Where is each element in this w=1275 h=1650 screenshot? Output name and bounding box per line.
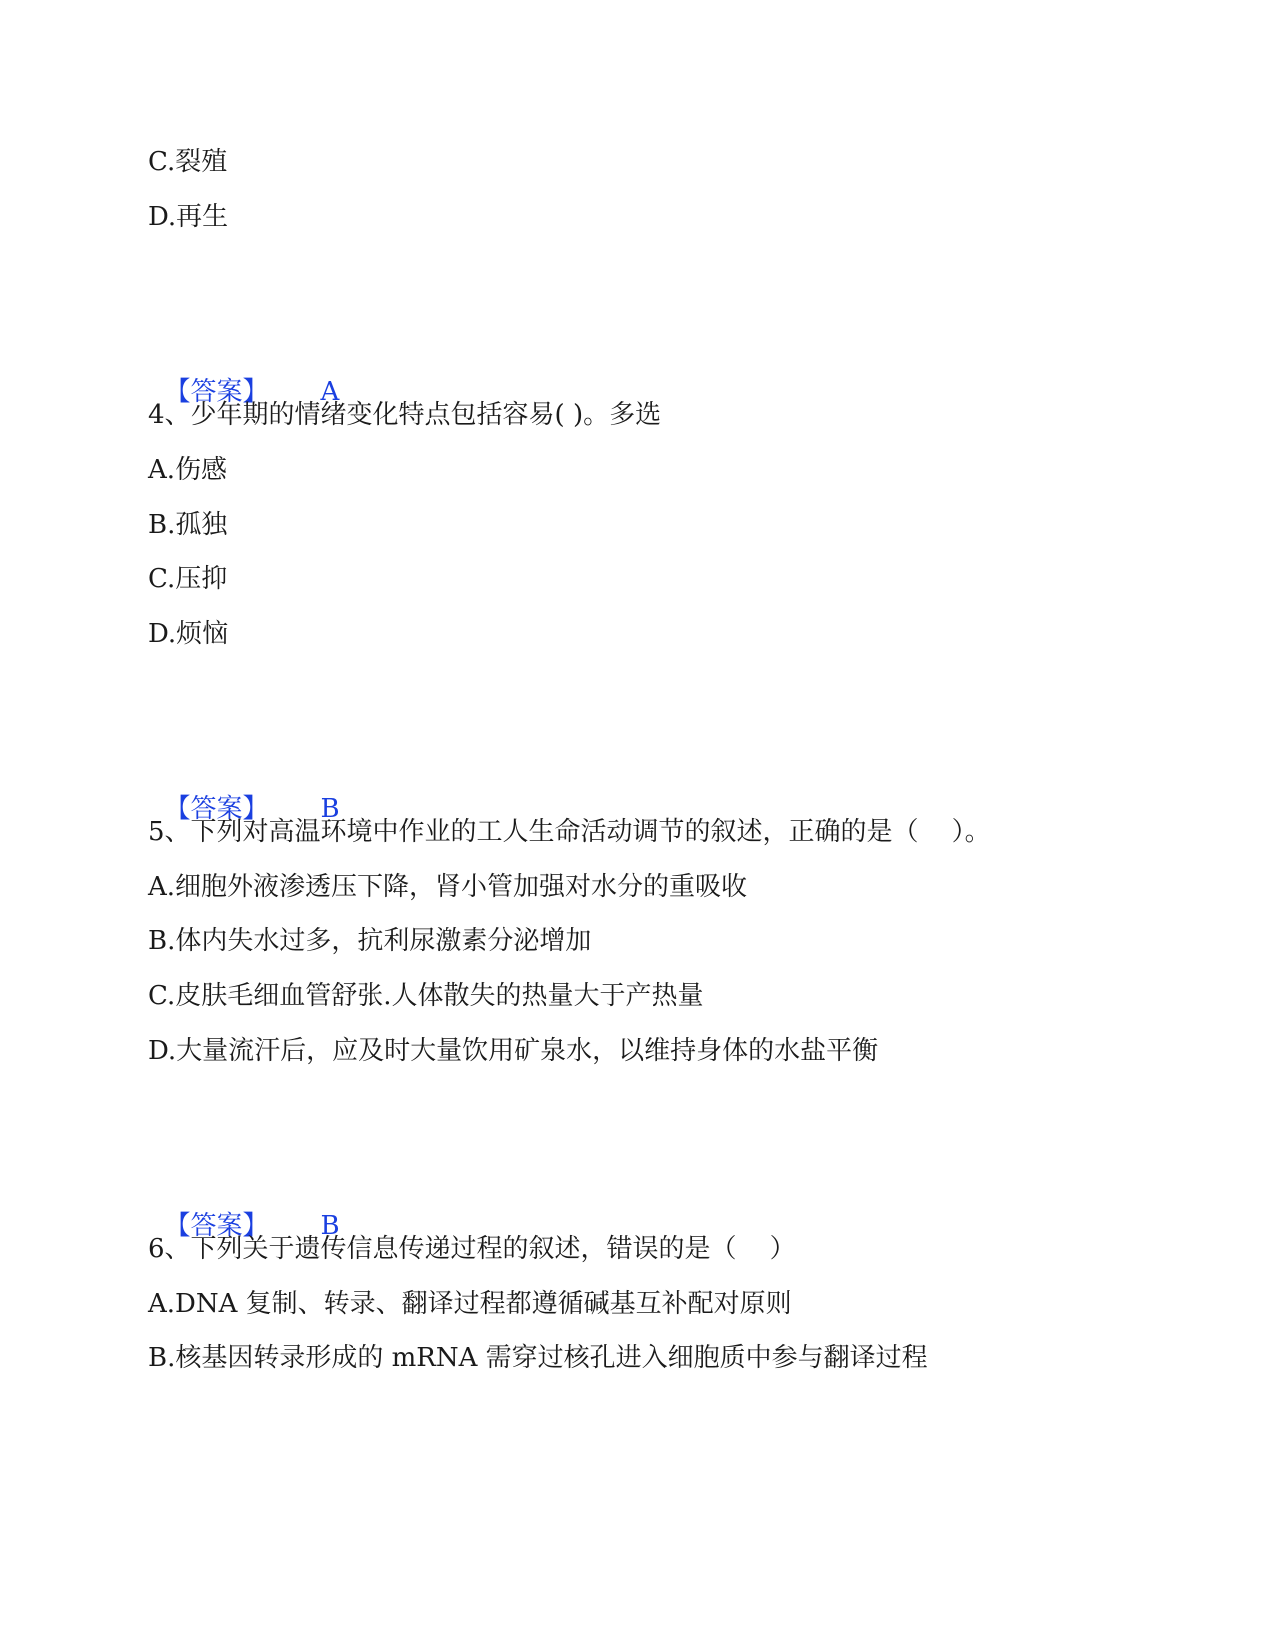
q4-option-c: C.压抑 [148,564,228,594]
q3-option-c: C.裂殖 [148,147,228,177]
q4-stem: 4、少年期的情绪变化特点包括容易( )。多选 [148,400,662,430]
answer-value: B [320,794,340,824]
answer-label: 【答案】 [164,1211,269,1241]
answer-label: 【答案】 [164,377,269,407]
q4-option-b: B.孤独 [148,510,228,540]
q4-option-d: D.烦恼 [148,619,229,649]
q6-option-b: B.核基因转录形成的 mRNA 需穿过核孔进入细胞质中参与翻译过程 [148,1343,928,1373]
answer-label: 【答案】 [164,794,269,824]
q5-stem: 5、下列对高温环境中作业的工人生命活动调节的叙述，正确的是（ ）。 [148,817,991,847]
q5-option-a: A.细胞外液渗透压下降，肾小管加强对水分的重吸收 [148,872,748,902]
q3-option-d: D.再生 [148,202,229,232]
q6-option-a: A.DNA 复制、转录、翻译过程都遵循碱基互补配对原则 [148,1289,792,1319]
q6-stem: 6、下列关于遗传信息传递过程的叙述，错误的是（ ） [148,1234,796,1264]
q5-option-d: D.大量流汗后，应及时大量饮用矿泉水，以维持身体的水盐平衡 [148,1036,879,1066]
q4-option-a: A.伤感 [148,455,228,485]
q5-option-b: B.体内失水过多，抗利尿激素分泌增加 [148,926,592,956]
answer-value: A [320,377,340,407]
q5-option-c: C.皮肤毛细血管舒张.人体散失的热量大于产热量 [148,981,704,1011]
answer-value: B [320,1211,340,1241]
